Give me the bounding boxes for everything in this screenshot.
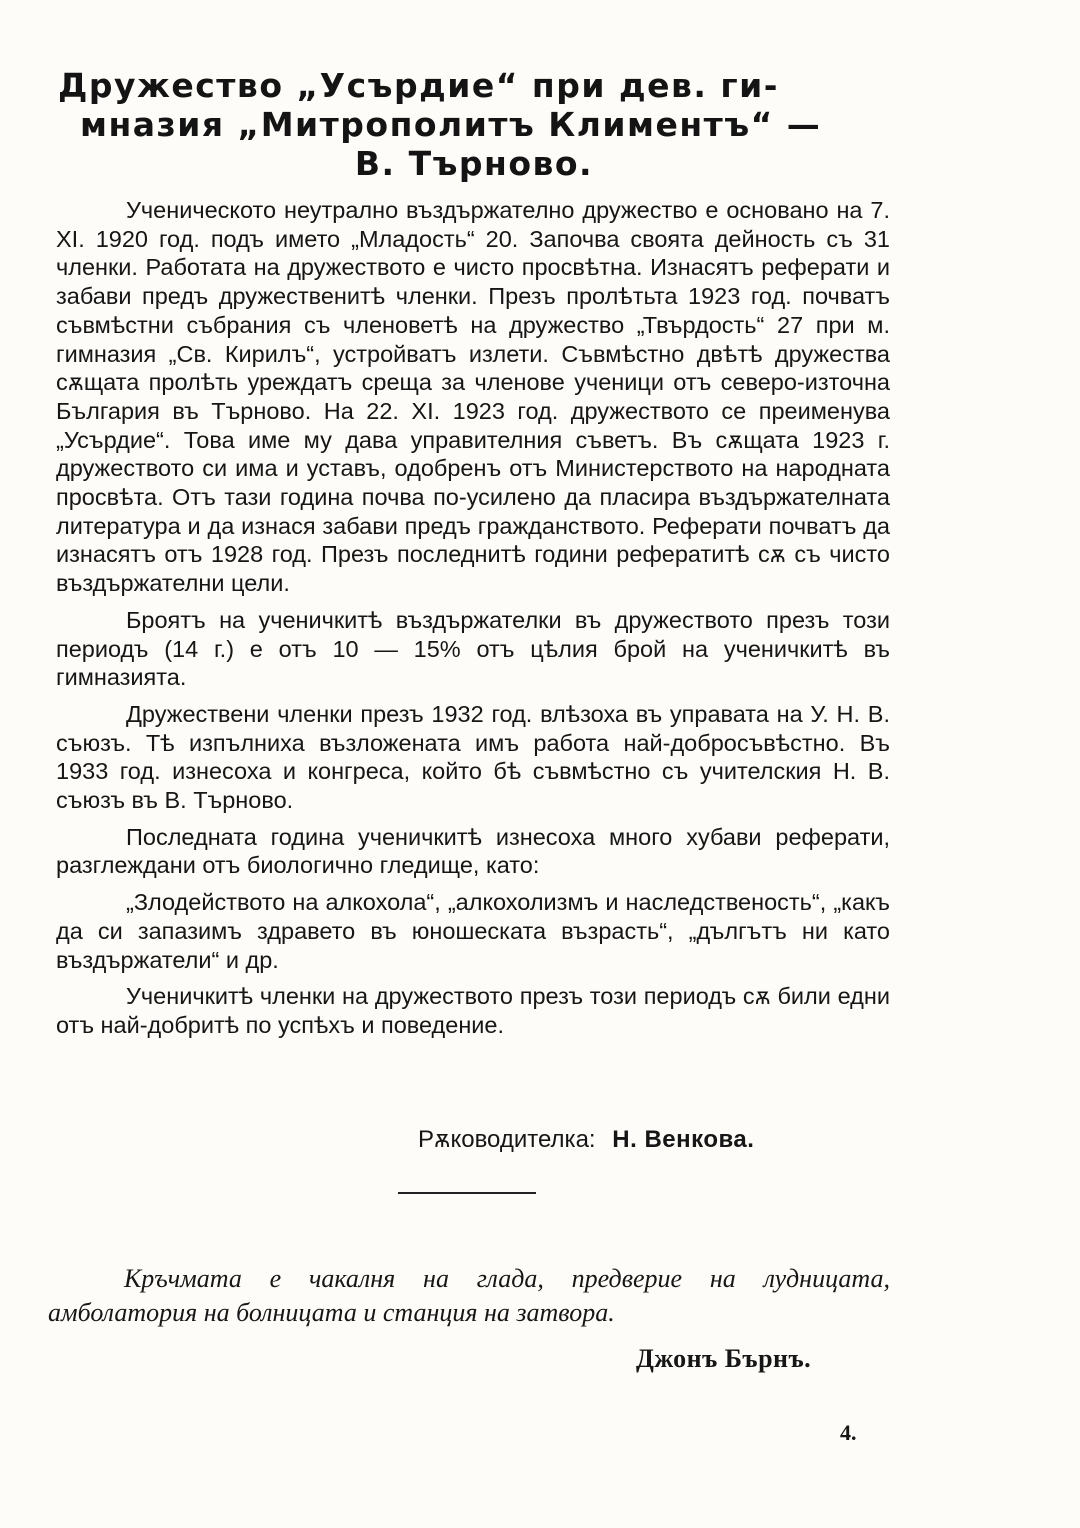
signature-name: Н. Венкова. [612, 1126, 755, 1153]
paragraph-lectures: Последната година ученичкитѣ изнесоха много хубави реферати, разглеждани отъ биологично гледище, като: [56, 823, 890, 879]
epigraph-text: Кръчмата е чакалня на глада, предверие на лудницата, амболатория на болницата и станция на затвора. [48, 1264, 890, 1327]
article-body [56, 196, 890, 1040]
section-divider [398, 1192, 536, 1194]
title-line-3: В. Търново. [354, 144, 594, 183]
paragraph-lecture-titles: „Злодейството на алкохола“, „алкохолизмъ и наследственость“, „какъ да си запазимъ здравето въ юношеската възрасть“, „дългътъ ни като въздържатели“ и др. [56, 889, 890, 973]
signature-label: Рѫководителка: [418, 1126, 596, 1153]
title-line-1: Дружество „Усърдие“ при дев. ги- [58, 66, 779, 105]
paragraph-history: Ученическото неутрално въздържателно дружество е основано на 7. XI. 1920 год. подъ името „Младость“ 20. Започва своята дейность съ 31 членки. Работата на дружеството е чисто просвѣтна. Изнасятъ реферати и забави предъ дружественитѣ членки. Презъ пролѣтьта 1923 год. почватъ съвмѣстни събрания съ членоветѣ на дружество „Твърдость“ 27 при м. гимназия „Св. Кирилъ“, устройватъ излети. Съвмѣстно двѣтѣ дружества сѫщата пролѣть уреждатъ среща за членове ученици отъ северо-източна България въ Търново. На 22. XI. 1923 год. дружеството се преименува „Усърдие“. Това име му дава управителния съветъ. Въ сѫщата 1923 г. дружеството си има и уставъ, одобренъ отъ Министерството на народната просвѣта. Отъ тази година почва по-усилено да пласира въздържателната литература и да изнася забави предъ гражданството. Реферати почватъ да изнасятъ отъ 1928 год. Презъ последнитѣ години рефератитѣ сѫ съ чисто въздържателни цели. [56, 197, 890, 597]
epigraph-quote [48, 1262, 890, 1330]
paragraph-union: Дружествени членки презъ 1932 год. влѣзоха въ управата на У. Н. В. съюзъ. Тѣ изпълниха възложената имъ работа най-добросъвѣстно. Въ 1933 год. изнесоха и конгреса, който бѣ съвмѣстно съ учителския Н. В. съюзъ въ В. Търново. [56, 700, 890, 814]
article-title [58, 66, 890, 183]
signature-line [418, 1126, 754, 1154]
title-line-2: мназия „Митрополитъ Климентъ“ — [80, 105, 822, 144]
epigraph-author: Джонъ Бърнъ. [636, 1344, 812, 1373]
page-number: 4. [840, 1420, 857, 1445]
paragraph-conclusion: Ученичкитѣ членки на дружеството презъ този периодъ сѫ били едни отъ най-добритѣ по успѣхъ и поведение. [56, 983, 890, 1038]
paragraph-membership: Броятъ на ученичкитѣ въздържателки въ дружеството презъ този периодъ (14 г.) е отъ 10 — 15% отъ цѣлия брой на ученичкитѣ въ гимназията. [56, 606, 890, 691]
